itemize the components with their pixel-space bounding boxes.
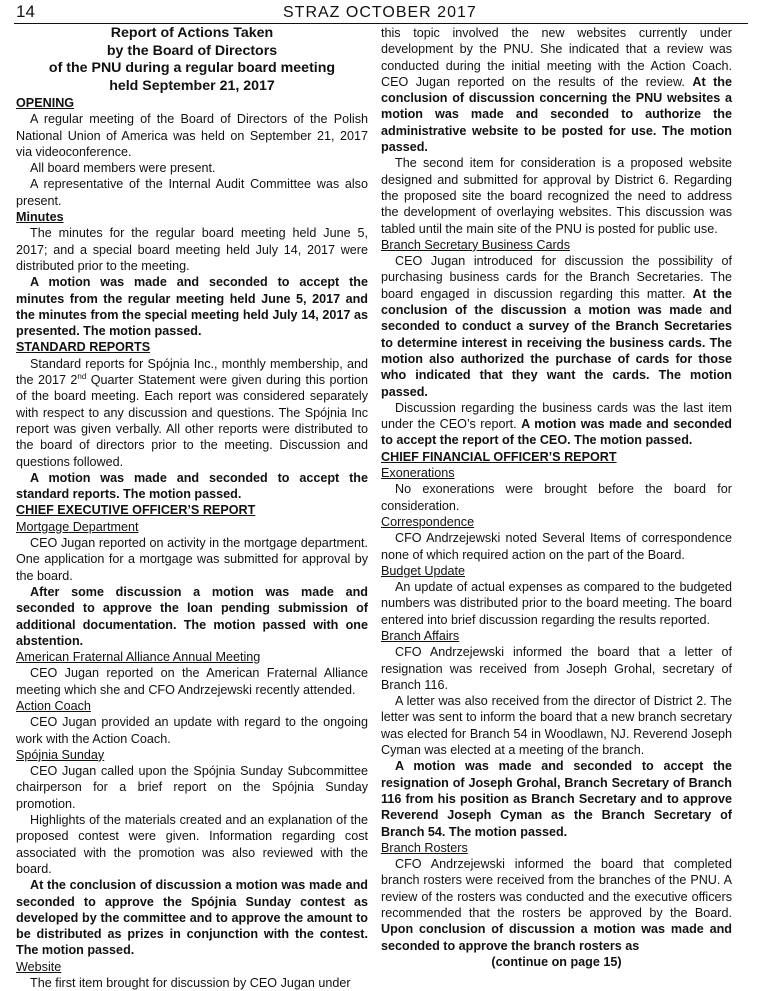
page-number: 14 (16, 2, 35, 21)
paragraph: CEO Jugan called upon the Spójnia Sunday Subcommittee chairperson for a brief report on the Spójnia Sunday promotion. (16, 764, 368, 811)
title-line: held September 21, 2017 (109, 77, 275, 94)
subheading-budget-update: Budget Update (381, 563, 466, 578)
right-column (381, 25, 732, 970)
title-line: Report of Actions Taken (110, 25, 274, 41)
section-heading-cfo-report: CHIEF FINANCIAL OFFICER’S REPORT (381, 449, 617, 464)
paragraph: CEO Jugan provided an update with regard to the ongoing work with the Action Coach. (16, 715, 368, 746)
subheading-website: Website (16, 959, 62, 974)
text-run: CFO Andrzejewski informed the board that completed branch rosters were received from the branches of the PNU. A review of the rosters was conducted and the executive officers recommended that the rosters be approved by the Board. (381, 857, 732, 921)
paragraph: The minutes for the regular board meeting held June 5, 2017; and a special board meeting held July 14, 2017 were distributed prior to the meeting. (16, 226, 368, 273)
paragraph: All board members were present. (30, 161, 216, 176)
paragraph: The first item brought for discussion by CEO Jugan under (30, 976, 351, 991)
motion-paragraph: After some discussion a motion was made and seconded to approve the loan pending submission of additional documentation. The motion passed with one abstention. (16, 584, 368, 648)
paragraph: CEO Jugan reported on activity in the mortgage department. One application for a mortgage was submitted for approval by the board. (16, 536, 368, 583)
subheading-business-cards: Branch Secretary Business Cards (381, 237, 570, 252)
section-heading-minutes: Minutes (16, 210, 64, 225)
paragraph: CEO Jugan reported on the American Fraternal Alliance meeting which she and CFO Andrzejewski recently attended. (16, 666, 368, 697)
motion-paragraph: A motion was made and seconded to accept the resignation of Joseph Grohal, Branch Secretary of Branch 116 from his position as Branch Secretary and to approve Reverend Joseph Cyman as the Branch Secretary of Branch 54. The motion passed. (381, 759, 732, 839)
article-title (16, 25, 368, 95)
paragraph: An update of actual expenses as compared to the budgeted numbers was distributed prior to the board meeting. The board entered into brief discussion regarding the results reported. (381, 580, 732, 627)
paragraph (381, 25, 732, 155)
text-run: Quarter Statement were given during this portion of the board meeting. Each report was considered separately with respect to any discussion and questions. The Spójnia Inc report was given verbally. All other reports were distributed to the board of directors prior to the meeting. Discussion and questions followed. (16, 373, 368, 469)
ordinal-suffix: nd (77, 371, 87, 381)
motion-paragraph: A motion was made and seconded to accept the standard reports. The motion passed. (16, 470, 368, 502)
paragraph (381, 400, 732, 449)
paragraph: Highlights of the materials created and an explanation of the proposed contest were given. Information regarding cost associated with the promotion was also reviewed with the board. (16, 813, 368, 876)
motion-text: A motion was made and seconded to accept the report of the CEO. The motion passed. (381, 417, 732, 448)
paragraph: A regular meeting of the Board of Directors of the Polish National Union of America was held on September 21, 2017 via videoconference. (16, 112, 368, 159)
motion-text: At the conclusion of discussion concerning the PNU websites a motion was made and seconded to authorize the administrative website to be posted for use. The motion passed. (381, 74, 732, 155)
section-heading-opening: OPENING (16, 96, 75, 110)
title-line: of the PNU during a regular board meeting (48, 60, 336, 76)
text-run: CEO Jugan introduced for discussion the possibility of purchasing business cards for the Branch Secretaries. The board engaged in discussion regarding this matter. (381, 254, 732, 301)
text-run: Discussion regarding the business cards was the last item under the CEO’s report. (381, 400, 732, 432)
subheading-fraternal-alliance: American Fraternal Alliance Annual Meeting (16, 650, 261, 665)
paragraph (16, 356, 368, 470)
subheading-action-coach: Action Coach (16, 698, 91, 713)
text-run: Standard reports for Spójnia Inc., monthly membership, and the 2017 2 (16, 356, 368, 388)
paragraph: A letter was also received from the director of District 2. The letter was sent to inform the board that a new branch secretary was elected for Branch 54 in Woodlawn, NJ. Reverend Joseph Cyman was elected at a meeting of the branch. (381, 694, 732, 758)
paragraph: A representative of the Internal Audit Committee was also present. (16, 177, 368, 208)
paragraph (381, 856, 732, 954)
motion-paragraph: A motion was made and seconded to accept the minutes from the regular meeting held June 5, 2017 and the minutes from the special meeting held July 14, 2017 as presented. The motion passed. (16, 275, 368, 339)
section-heading-ceo-report: CHIEF EXECUTIVE OFFICER’S REPORT (16, 503, 256, 518)
subheading-branch-affairs: Branch Affairs (381, 628, 460, 643)
subheading-mortgage: Mortgage Department (16, 519, 139, 534)
subheading-spojnia-sunday: Spójnia Sunday (16, 747, 105, 762)
continuation-note: (continue on page 15) (491, 954, 622, 969)
motion-text: Upon conclusion of discussion a motion was made and seconded to approve the branch rosters as (381, 922, 732, 953)
paragraph: CFO Andrzejewski noted Several Items of correspondence none of which required action on the part of the Board. (381, 531, 732, 562)
paragraph (381, 253, 732, 400)
subheading-branch-rosters: Branch Rosters (381, 840, 468, 855)
paragraph: CFO Andrzejewski informed the board that a letter of resignation was received from Joseph Grohal, secretary of Branch 116. (381, 645, 732, 692)
left-column (16, 25, 368, 991)
paragraph: No exonerations were brought before the board for consideration. (381, 482, 732, 513)
section-heading-standard-reports: STANDARD REPORTS (16, 340, 151, 355)
motion-text: At the conclusion of the discussion a motion was made and seconded to conduct a survey of the Branch Secretaries to determine interest in receiving the business cards. The motion also authorized the purchase of cards for those who indicated that they want the cards. The motion passed. (381, 286, 732, 399)
text-run: this topic involved the new websites currently under development by the PNU. She indicated that a review was conducted during the initial meeting with the Action Coach. CEO Jugan reported on the results of the review. (381, 26, 732, 89)
motion-paragraph: At the conclusion of discussion a motion was made and seconded to approve the Spójnia Sunday contest as developed by the committee and to approve the amount to be distributed as prizes in conjunction with the contest. The motion passed. (16, 878, 368, 958)
subheading-correspondence: Correspondence (381, 514, 475, 529)
title-line: by the Board of Directors (106, 42, 278, 59)
subheading-exonerations: Exonerations (381, 466, 455, 481)
header-rule (14, 23, 748, 24)
running-title: STRAZ OCTOBER 2017 (283, 4, 477, 21)
paragraph: The second item for consideration is a proposed website designed and submitted for approval by District 6. Regarding the proposed site the board recognized the need to address the development of overlaying websites. This discussion was tabled until the main site of the PNU is posted for public use. (381, 156, 732, 236)
